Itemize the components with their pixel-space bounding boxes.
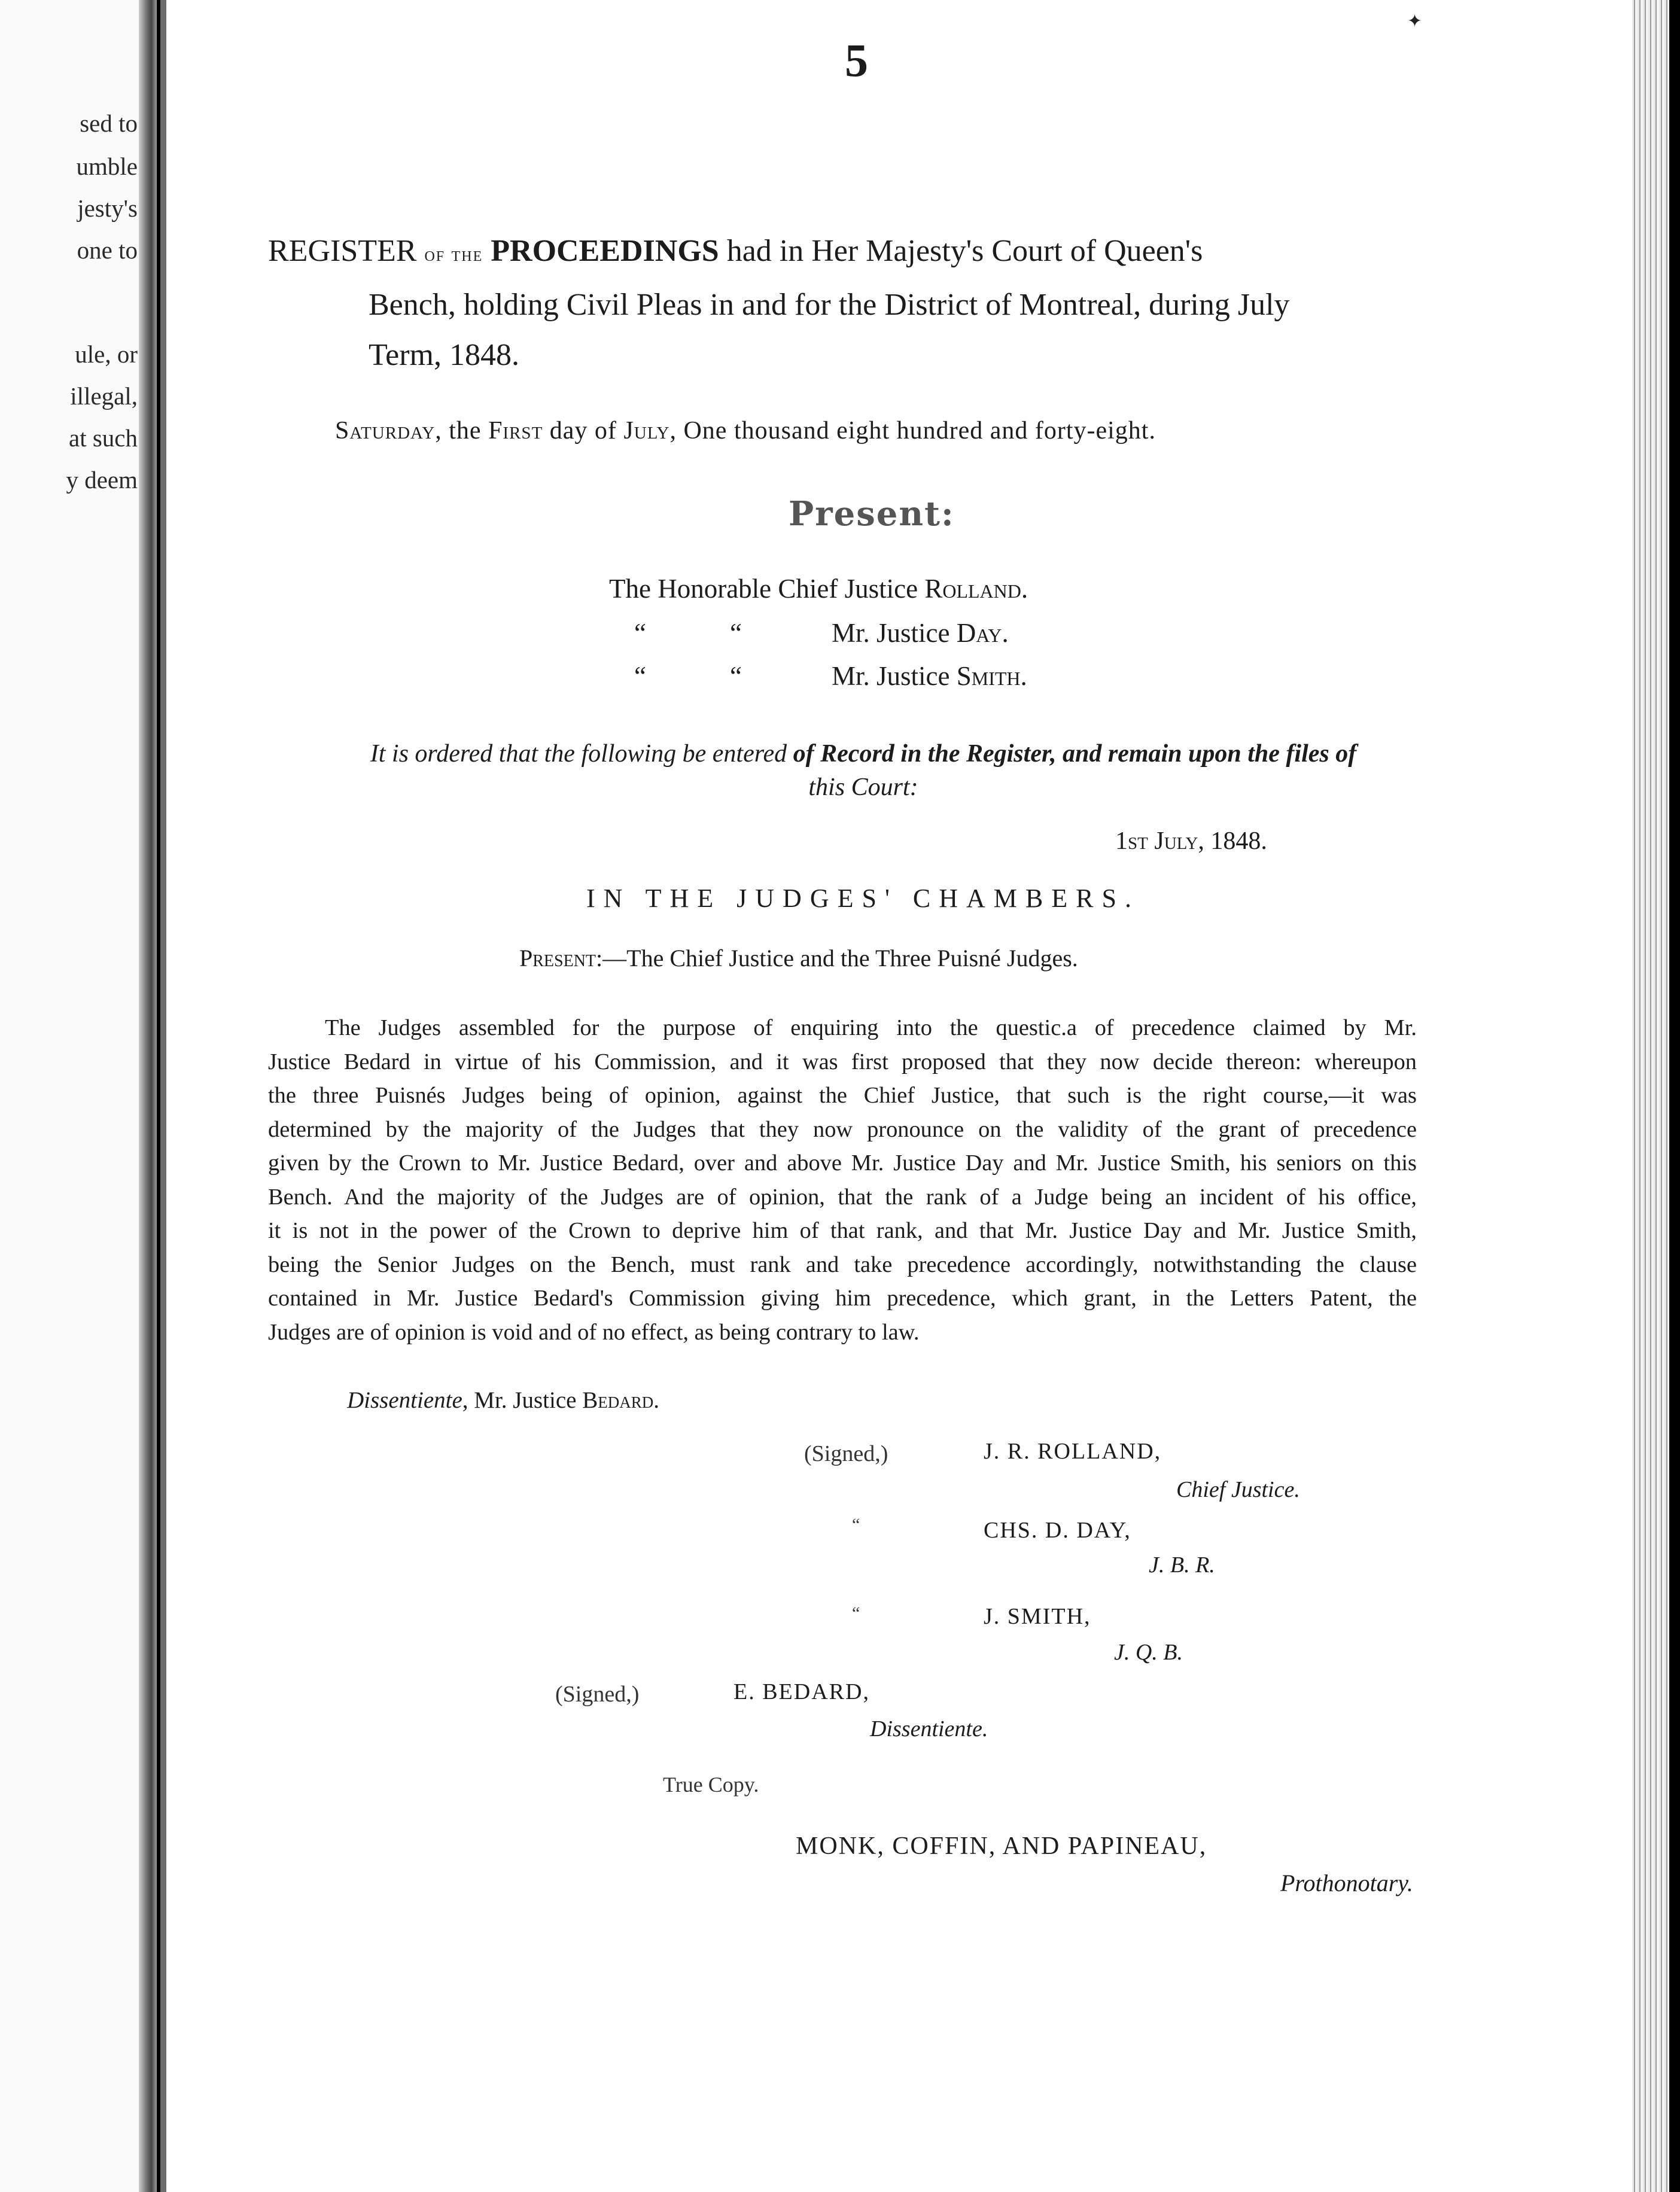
signature-title-day: J. B. R. — [1149, 1552, 1215, 1578]
judge-line — [832, 617, 1009, 649]
judge-line — [609, 573, 1028, 604]
signature-day: CHS. D. DAY, — [984, 1518, 1131, 1543]
heading-word: REGISTER — [268, 234, 417, 268]
dissent-label: Dissentiente — [347, 1387, 462, 1413]
dissent-name: Bedard. — [582, 1387, 659, 1413]
present-text: :—The Chief Justice and the Three Puisné Judges. — [596, 945, 1078, 972]
paragraph-line: the three Puisnés Judges being of opinion, against the Chief Justice, that such is the right course,—it was — [268, 1083, 1417, 1108]
judge-prefix: The Honorable Chief Justice — [609, 574, 925, 604]
signed-label: (Signed,) — [804, 1441, 888, 1466]
book-gutter — [139, 0, 157, 2192]
record-date-month: July — [1154, 827, 1198, 855]
date-text: day of — [543, 417, 624, 445]
judge-prefix: Mr. Justice — [832, 618, 957, 648]
prothonotary-title: Prothonotary. — [1280, 1870, 1413, 1896]
previous-page-fragment: ule, or — [75, 340, 138, 368]
page-stack-edge — [1632, 0, 1669, 2192]
prothonotary-names: MONK, COFFIN, AND PAPINEAU, — [796, 1832, 1207, 1860]
date-text: , the — [435, 417, 489, 445]
order-statement — [268, 737, 1459, 804]
previous-page-fragment: umble — [76, 153, 138, 180]
judge-name: Day. — [956, 618, 1009, 648]
present-line — [519, 944, 1078, 972]
signature-rolland: J. R. ROLLAND, — [984, 1439, 1162, 1464]
resolution-paragraph — [268, 1011, 1417, 1349]
ditto-mark: “ — [634, 618, 646, 648]
ditto-mark: “ — [852, 1603, 860, 1623]
session-date-line — [335, 416, 1156, 445]
heading-word: had in Her Majesty's Court of Queen's — [726, 234, 1203, 268]
signature-title-bedard: Dissentiente. — [870, 1716, 988, 1742]
record-date-year: , 1848. — [1198, 827, 1267, 855]
paragraph-line: The Judges assembled for the purpose of enquiring into the questic.a of precedence claimed by Mr. — [325, 1015, 1417, 1040]
paragraph-line: given by the Crown to Mr. Justice Bedard, over and above Mr. Justice Day and Mr. Justice Smith, his seniors on this — [268, 1150, 1417, 1176]
previous-page-fragment: sed to — [80, 109, 138, 137]
register-heading — [268, 226, 1453, 380]
date-first: First — [488, 417, 543, 445]
paragraph-line: determined by the majority of the Judges that they now pronounce on the validity of the grant of precedence — [268, 1116, 1417, 1142]
date-text: , One thousand eight hundred and forty-eight. — [669, 417, 1156, 445]
heading-line-3: Term, 1848. — [369, 338, 519, 372]
present-label: Present — [519, 945, 596, 972]
ditto-mark: “ — [730, 618, 742, 648]
heading-word: of the — [424, 243, 483, 266]
heading-line-1 — [268, 226, 1453, 280]
dissent-line — [347, 1387, 659, 1414]
heading-word: PROCEEDINGS — [491, 234, 719, 268]
previous-page-fragment: at such — [69, 424, 138, 452]
present-title: Present: — [789, 494, 955, 534]
record-date — [1115, 827, 1267, 856]
ditto-mark: “ — [634, 661, 646, 691]
paragraph-line: Justice Bedard in virtue of his Commission, and it was first proposed that they now decide thereon: whereupon — [268, 1049, 1417, 1074]
chambers-heading: IN THE JUDGES' CHAMBERS. — [586, 884, 1140, 913]
judge-name: Smith. — [956, 661, 1027, 691]
judge-name: Rolland. — [924, 574, 1028, 604]
scan-cross-mark-icon: ✦ — [1407, 11, 1423, 31]
signature-bedard: E. BEDARD, — [734, 1679, 870, 1704]
paragraph-line: being the Senior Judges on the Bench, must rank and take precedence accordingly, notwithstanding the clause — [268, 1252, 1417, 1277]
date-month: July — [623, 417, 670, 445]
signature-title-smith: J. Q. B. — [1114, 1640, 1183, 1665]
previous-page-fragment: illegal, — [70, 382, 138, 410]
order-text-part: this Court: — [808, 774, 918, 801]
signature-smith: J. SMITH, — [984, 1604, 1091, 1629]
date-weekday: Saturday — [335, 417, 436, 445]
order-text-part: It is ordered that the following be entered — [370, 740, 793, 768]
ditto-mark: “ — [730, 661, 742, 691]
signed-label: (Signed,) — [555, 1682, 640, 1707]
paragraph-line: contained in Mr. Justice Bedard's Commission giving him precedence, which grant, in the Letters Patent, the — [268, 1286, 1417, 1311]
paragraph-line: Judges are of opinion is void and of no effect, as being contrary to law. — [268, 1319, 920, 1345]
page-number: 5 — [845, 34, 868, 86]
paragraph-line: it is not in the power of the Crown to deprive him of that rank, and that Mr. Justice Day and Mr. Justice Smith, — [268, 1218, 1417, 1243]
heading-line-2: Bench, holding Civil Pleas in and for the District of Montreal, during July — [369, 288, 1290, 322]
order-text-part: of Record in the Register, and remain upon the files of — [793, 740, 1357, 768]
paragraph-line: Bench. And the majority of the Judges are of opinion, that the rank of a Judge being an incident of his office, — [268, 1184, 1417, 1210]
record-date-day: 1st — [1115, 827, 1155, 855]
previous-page-fragment: jesty's — [77, 194, 138, 222]
previous-page-fragment: one to — [77, 236, 138, 264]
judge-prefix: Mr. Justice — [832, 661, 957, 691]
ditto-mark: “ — [852, 1515, 860, 1535]
judge-line — [832, 660, 1027, 692]
dissent-text: , Mr. Justice — [462, 1387, 583, 1413]
previous-page-fragment: y deem — [66, 466, 138, 494]
signature-title-rolland: Chief Justice. — [1176, 1477, 1300, 1502]
true-copy-label: True Copy. — [663, 1773, 759, 1797]
previous-page-edge — [0, 0, 139, 2192]
gutter-shadow — [160, 0, 166, 2192]
